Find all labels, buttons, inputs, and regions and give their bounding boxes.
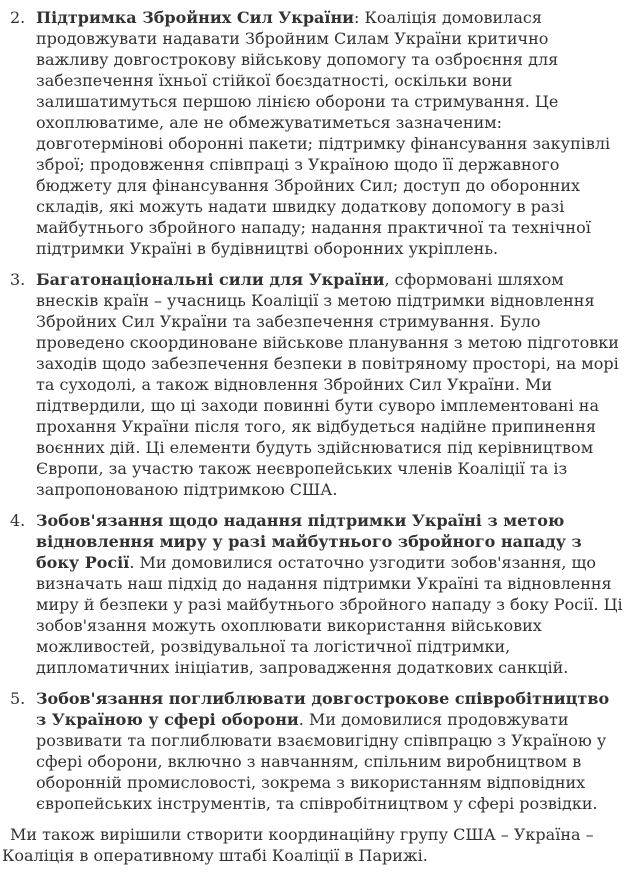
item-title: Багатонаціональні сили для України	[36, 270, 385, 289]
item-body: : Коаліція домовилася продовжувати надавати Збройним Силам України критично важливу довгострокову військову допомогу та озброєння для забезпечення їхньої стійкої боєздатності, оскільки вони залишатимуться першою лінією оборони та стримування. Це охоплюватиме, але не обмежуватиметься зазначеним: довготермінові оборонні пакети; підтримку фінансування закупівлі зброї; продовження співпраці з Україною щодо її державного бюджету для фінансування Збройних Сил; доступ до оборонних складів, які можуть надати швидку додаткову допомогу в разі майбутнього збройного нападу; надання практичної та технічної підтримки Україні в будівництві оборонних укріплень.	[36, 8, 611, 258]
list-item	[10, 510, 623, 678]
item-title: Зобов'язання поглиблювати довгострокове співробітництво з Україною у сфері оборони	[36, 689, 610, 729]
item-number: 4.	[10, 511, 26, 530]
item-body: . Ми домовилися продовжувати розвивати та поглиблювати взаємовигідну співпрацю з Україною у сфері оборони, включно з навчанням, спільним виробництвом в оборонній промисловості, зокрема з використанням відповідних європейських інструментів, та співробітництвом у сфері розвідки.	[36, 710, 607, 813]
list-item	[10, 688, 623, 814]
item-body: . Ми домовилися остаточно узгодити зобов'язання, що визначать наш підхід до надання підтримки Україні та відновлення миру й безпеки у разі майбутнього збройного нападу з боку Росії. Ці зобов'язання можуть охоплювати використання військових можливостей, розвідувальної та логістичної підтримки, дипломатичних ініціатив, запровадження додаткових санкцій.	[36, 553, 623, 677]
closing-paragraph: Ми також вирішили створити координаційну групу США – Україна – Коаліція в оперативному штабі Коаліції в Парижі.	[2, 825, 594, 865]
item-text	[36, 688, 623, 814]
item-body: , сформовані шляхом внесків країн – учасниць Коаліції з метою підтримки відновлення Збройних Сил України та забезпечення стримування. Було проведено скоординоване військове планування з метою підготовки заходів щодо забезпечення безпеки в повітряному просторі, на морі та суходолі, а також відновлення Збройних Сил України. Ми підтвердили, що ці заходи повинні бути суворо імплементовані на прохання України після того, як відбудеться надійне припинення воєнних дій. Ці елементи будуть здійснюватися під керівництвом Європи, за участю також неєвропейських членів Коаліції та із запропонованою підтримкою США.	[36, 270, 619, 499]
list-item	[10, 269, 623, 500]
item-number: 3.	[10, 270, 26, 289]
item-text	[36, 269, 623, 500]
item-number: 5.	[10, 689, 26, 708]
list-item	[10, 7, 623, 259]
item-text	[36, 510, 623, 678]
item-title: Зобов'язання щодо надання підтримки Україні з метою відновлення миру у разі майбутнього збройного нападу з боку Росії	[36, 511, 582, 572]
item-title: Підтримка Збройних Сил України	[36, 8, 355, 27]
item-number: 2.	[10, 8, 26, 27]
item-text	[36, 7, 623, 259]
